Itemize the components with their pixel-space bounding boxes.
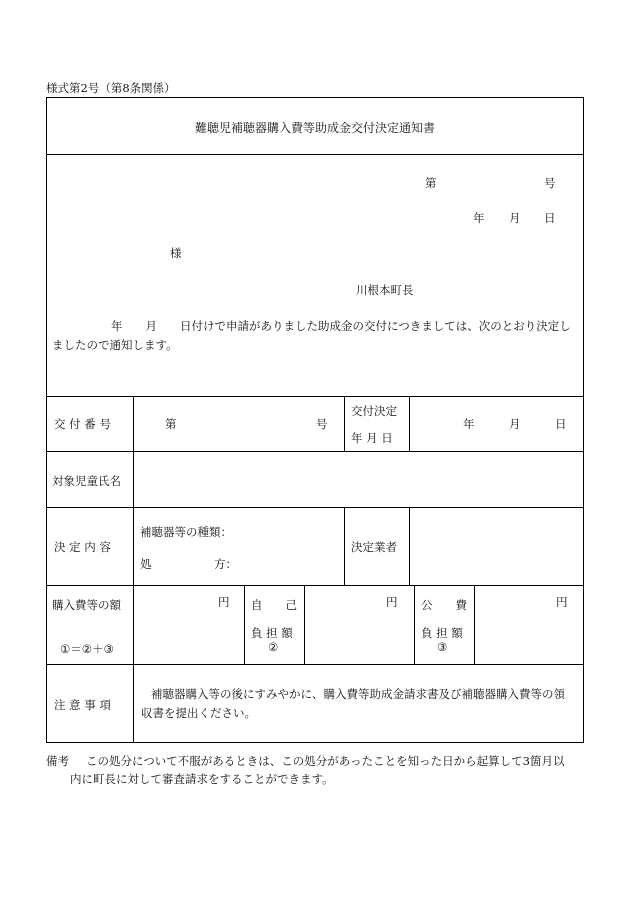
notice-form-frame [46,97,584,743]
decision-date-month: 月 [509,417,521,431]
row-divider [46,507,584,508]
prescription-label-a: 処 [140,557,152,571]
notice-date-year: 年 [473,211,485,225]
form-number-label: 様式第2号（第8条関係） [46,81,176,95]
column-divider [474,585,475,664]
self-burden-amount-label: 負 担 額 [251,626,293,640]
child-name-label: 対象児童氏名 [52,474,121,488]
decision-date-year: 年 [463,417,475,431]
hearing-aid-type-label: 補聴器等の種類： [140,525,232,539]
row-divider [46,664,584,665]
self-burden-number: ② [268,640,279,654]
public-burden-number: ③ [437,640,448,654]
notes-line2: 収書を提出ください。 [141,706,256,720]
prescription-label-b: 方： [214,557,237,571]
recipient-honorific: 様 [170,246,182,260]
decision-date-label-2: 年 月 日 [351,431,393,445]
public-burden-label: 公 費 [421,598,467,612]
public-burden-yen: 円 [556,595,568,609]
column-divider [414,585,415,664]
column-divider [344,507,345,585]
grant-number-suffix: 号 [316,417,328,431]
grant-number-prefix: 第 [165,417,177,431]
decision-date-label-1: 交付決定 [351,404,397,418]
notice-date-month: 月 [509,211,521,225]
body-text-line1: 年 月 日付けで申請がありました助成金の交付につきましては、次のとおり決定し [111,319,571,333]
column-divider [304,585,305,664]
self-burden-label: 自 己 [251,598,297,612]
notice-number-prefix: 第 [425,176,437,190]
grant-number-label: 交 付 番 号 [54,417,111,431]
column-divider [344,396,345,451]
decision-content-label: 決 定 内 容 [54,540,111,554]
notes-label: 注 意 事 項 [54,698,111,712]
document-title: 難聴児補聴器購入費等助成金交付決定通知書 [194,121,435,135]
notes-line1: 補聴器購入等の後にすみやかに、購入費等助成金請求書及び補聴器購入費等の領 [151,687,565,701]
body-text-line2: ましたので通知します。 [52,338,178,352]
purchase-amount-label: 購入費等の額 [52,598,121,612]
issuer-name: 川根本町長 [356,283,414,297]
column-divider [409,396,410,451]
remarks-line1: この処分について不服があるときは、この処分があったことを知った日から起算して3箇月以 [86,754,565,768]
column-divider [409,507,410,585]
total-amount-yen: 円 [218,595,230,609]
row-divider [46,451,584,452]
public-burden-amount-label: 負 担 額 [421,626,463,640]
row-divider [46,585,584,586]
remarks-label: 備考 [46,754,69,768]
vendor-label: 決定業者 [351,540,397,554]
title-divider [46,154,584,155]
column-divider [244,585,245,664]
amount-formula: ①＝②＋③ [60,642,114,656]
notice-number-suffix: 号 [544,176,556,190]
table-top-line [46,396,584,397]
remarks-line2: 内に町長に対して審査請求をすることができます。 [70,772,334,786]
label-column-divider [133,396,134,742]
self-burden-yen: 円 [386,595,398,609]
decision-date-day: 日 [555,417,567,431]
notice-date-day: 日 [544,211,556,225]
